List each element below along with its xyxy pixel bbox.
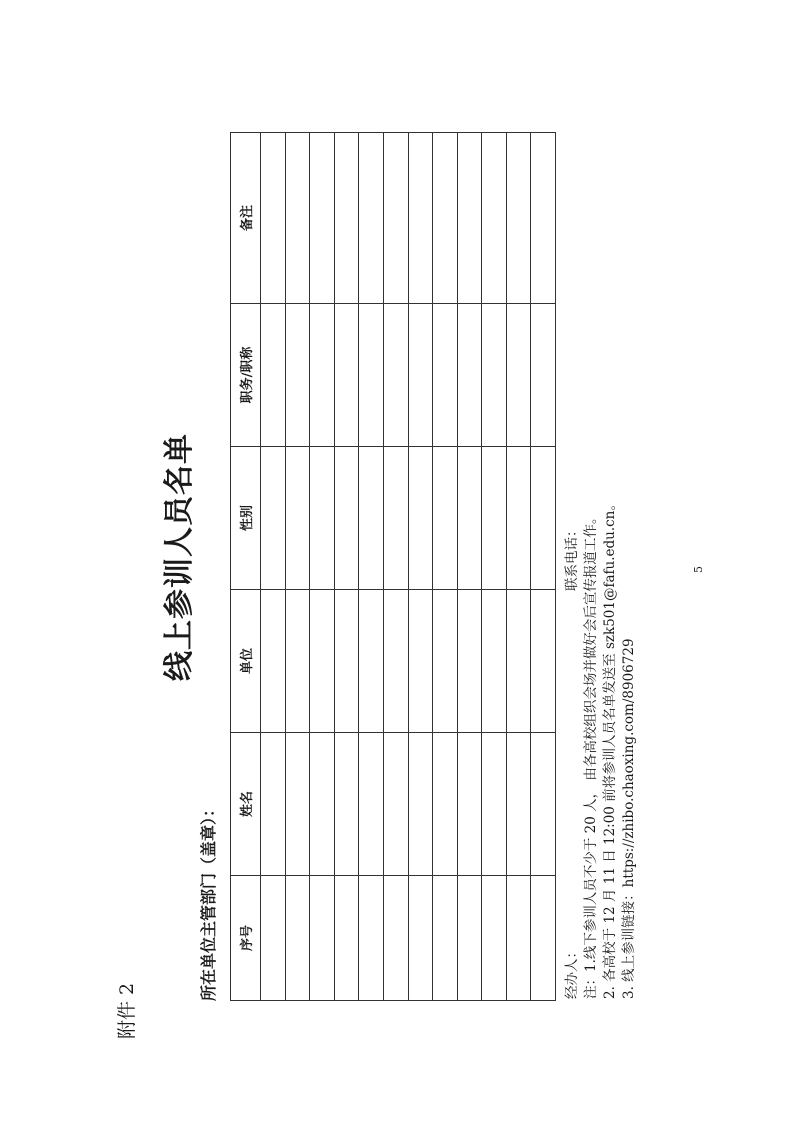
- unit-stamp-label: 所在单位主管部门（盖章）：: [199, 800, 218, 1001]
- table-cell: [482, 133, 507, 304]
- table-cell: [334, 447, 359, 590]
- table-cell: [531, 447, 556, 590]
- table-cell: [334, 133, 359, 304]
- table-cell: [408, 304, 433, 447]
- header-remarks: 备注: [231, 133, 261, 304]
- table-header-row: [231, 133, 261, 1001]
- table-cell: [433, 447, 458, 590]
- table-cell: [408, 733, 433, 876]
- table-row: [506, 133, 531, 1001]
- table-cell: [433, 133, 458, 304]
- table-row: [383, 133, 408, 1001]
- table-cell: [359, 133, 384, 304]
- table-cell: [359, 733, 384, 876]
- table-cell: [310, 733, 335, 876]
- table-cell: [433, 876, 458, 1001]
- table-row: [359, 133, 384, 1001]
- table-row: [531, 133, 556, 1001]
- table-row: [482, 133, 507, 1001]
- table-cell: [408, 133, 433, 304]
- handler-label: 经办人：: [564, 945, 580, 999]
- table-cell: [531, 133, 556, 304]
- table-cell: [261, 447, 286, 590]
- table-cell: [359, 876, 384, 1001]
- table-body: [261, 133, 556, 1001]
- table-cell: [334, 304, 359, 447]
- table-cell: [261, 733, 286, 876]
- table-row: [261, 133, 286, 1001]
- table-cell: [334, 876, 359, 1001]
- table-cell: [310, 876, 335, 1001]
- table-cell: [310, 133, 335, 304]
- participant-table: [230, 132, 556, 1001]
- table-cell: [408, 876, 433, 1001]
- table-cell: [310, 304, 335, 447]
- table-cell: [383, 304, 408, 447]
- table-row: [285, 133, 310, 1001]
- table-cell: [457, 447, 482, 590]
- table-row: [457, 133, 482, 1001]
- table-cell: [383, 733, 408, 876]
- table-row: [433, 133, 458, 1001]
- page-number: 5: [692, 566, 705, 573]
- table-cell: [383, 876, 408, 1001]
- table-cell: [506, 733, 531, 876]
- table-cell: [433, 733, 458, 876]
- header-position: 职务/职称: [231, 304, 261, 447]
- note-2: 2. 各高校于 12 月 11 日 12:00 前将参训人员名单发送至 szk501@fafu.edu.cn。: [602, 497, 618, 999]
- table-cell: [531, 733, 556, 876]
- document-title: 线上参训人员名单: [162, 433, 197, 681]
- table-cell: [261, 133, 286, 304]
- table-cell: [457, 304, 482, 447]
- table-cell: [285, 876, 310, 1001]
- table-cell: [506, 876, 531, 1001]
- phone-label: 联系电话：: [564, 523, 580, 591]
- table-cell: [359, 447, 384, 590]
- table-cell: [383, 447, 408, 590]
- table-cell: [457, 733, 482, 876]
- table-cell: [310, 590, 335, 733]
- table-cell: [408, 590, 433, 733]
- table-cell: [506, 133, 531, 304]
- table-cell: [482, 876, 507, 1001]
- table-cell: [285, 733, 310, 876]
- table-cell: [261, 876, 286, 1001]
- header-index: 序号: [231, 876, 261, 1001]
- table-cell: [482, 733, 507, 876]
- table-cell: [261, 590, 286, 733]
- table-cell: [285, 133, 310, 304]
- table-cell: [457, 590, 482, 733]
- table-row: [408, 133, 433, 1001]
- table-cell: [334, 590, 359, 733]
- table-cell: [310, 447, 335, 590]
- table-cell: [334, 733, 359, 876]
- table-cell: [433, 304, 458, 447]
- table-cell: [433, 590, 458, 733]
- table-cell: [506, 447, 531, 590]
- table-cell: [285, 447, 310, 590]
- note-3: 3. 线上参训链接：https://zhibo.chaoxing.com/8906729: [621, 638, 637, 999]
- table-cell: [408, 447, 433, 590]
- table-cell: [482, 447, 507, 590]
- table-cell: [383, 590, 408, 733]
- table-cell: [285, 304, 310, 447]
- table-cell: [261, 304, 286, 447]
- header-gender: 性别: [231, 447, 261, 590]
- table-cell: [506, 304, 531, 447]
- table-cell: [383, 133, 408, 304]
- table-cell: [531, 876, 556, 1001]
- table-row: [310, 133, 335, 1001]
- table-cell: [359, 304, 384, 447]
- header-name: 姓名: [231, 733, 261, 876]
- table-cell: [285, 590, 310, 733]
- table-cell: [457, 876, 482, 1001]
- table-cell: [506, 590, 531, 733]
- header-unit: 单位: [231, 590, 261, 733]
- table-cell: [531, 590, 556, 733]
- table-cell: [482, 304, 507, 447]
- table-cell: [482, 590, 507, 733]
- table-cell: [359, 590, 384, 733]
- annex-label: 附件 2: [116, 982, 138, 1039]
- table-row: [334, 133, 359, 1001]
- table-cell: [531, 304, 556, 447]
- note-1: 注：1.线下参训人员不少于 20 人， 由各高校组织会场并做好会后宣传报道工作。: [583, 510, 599, 999]
- table-cell: [457, 133, 482, 304]
